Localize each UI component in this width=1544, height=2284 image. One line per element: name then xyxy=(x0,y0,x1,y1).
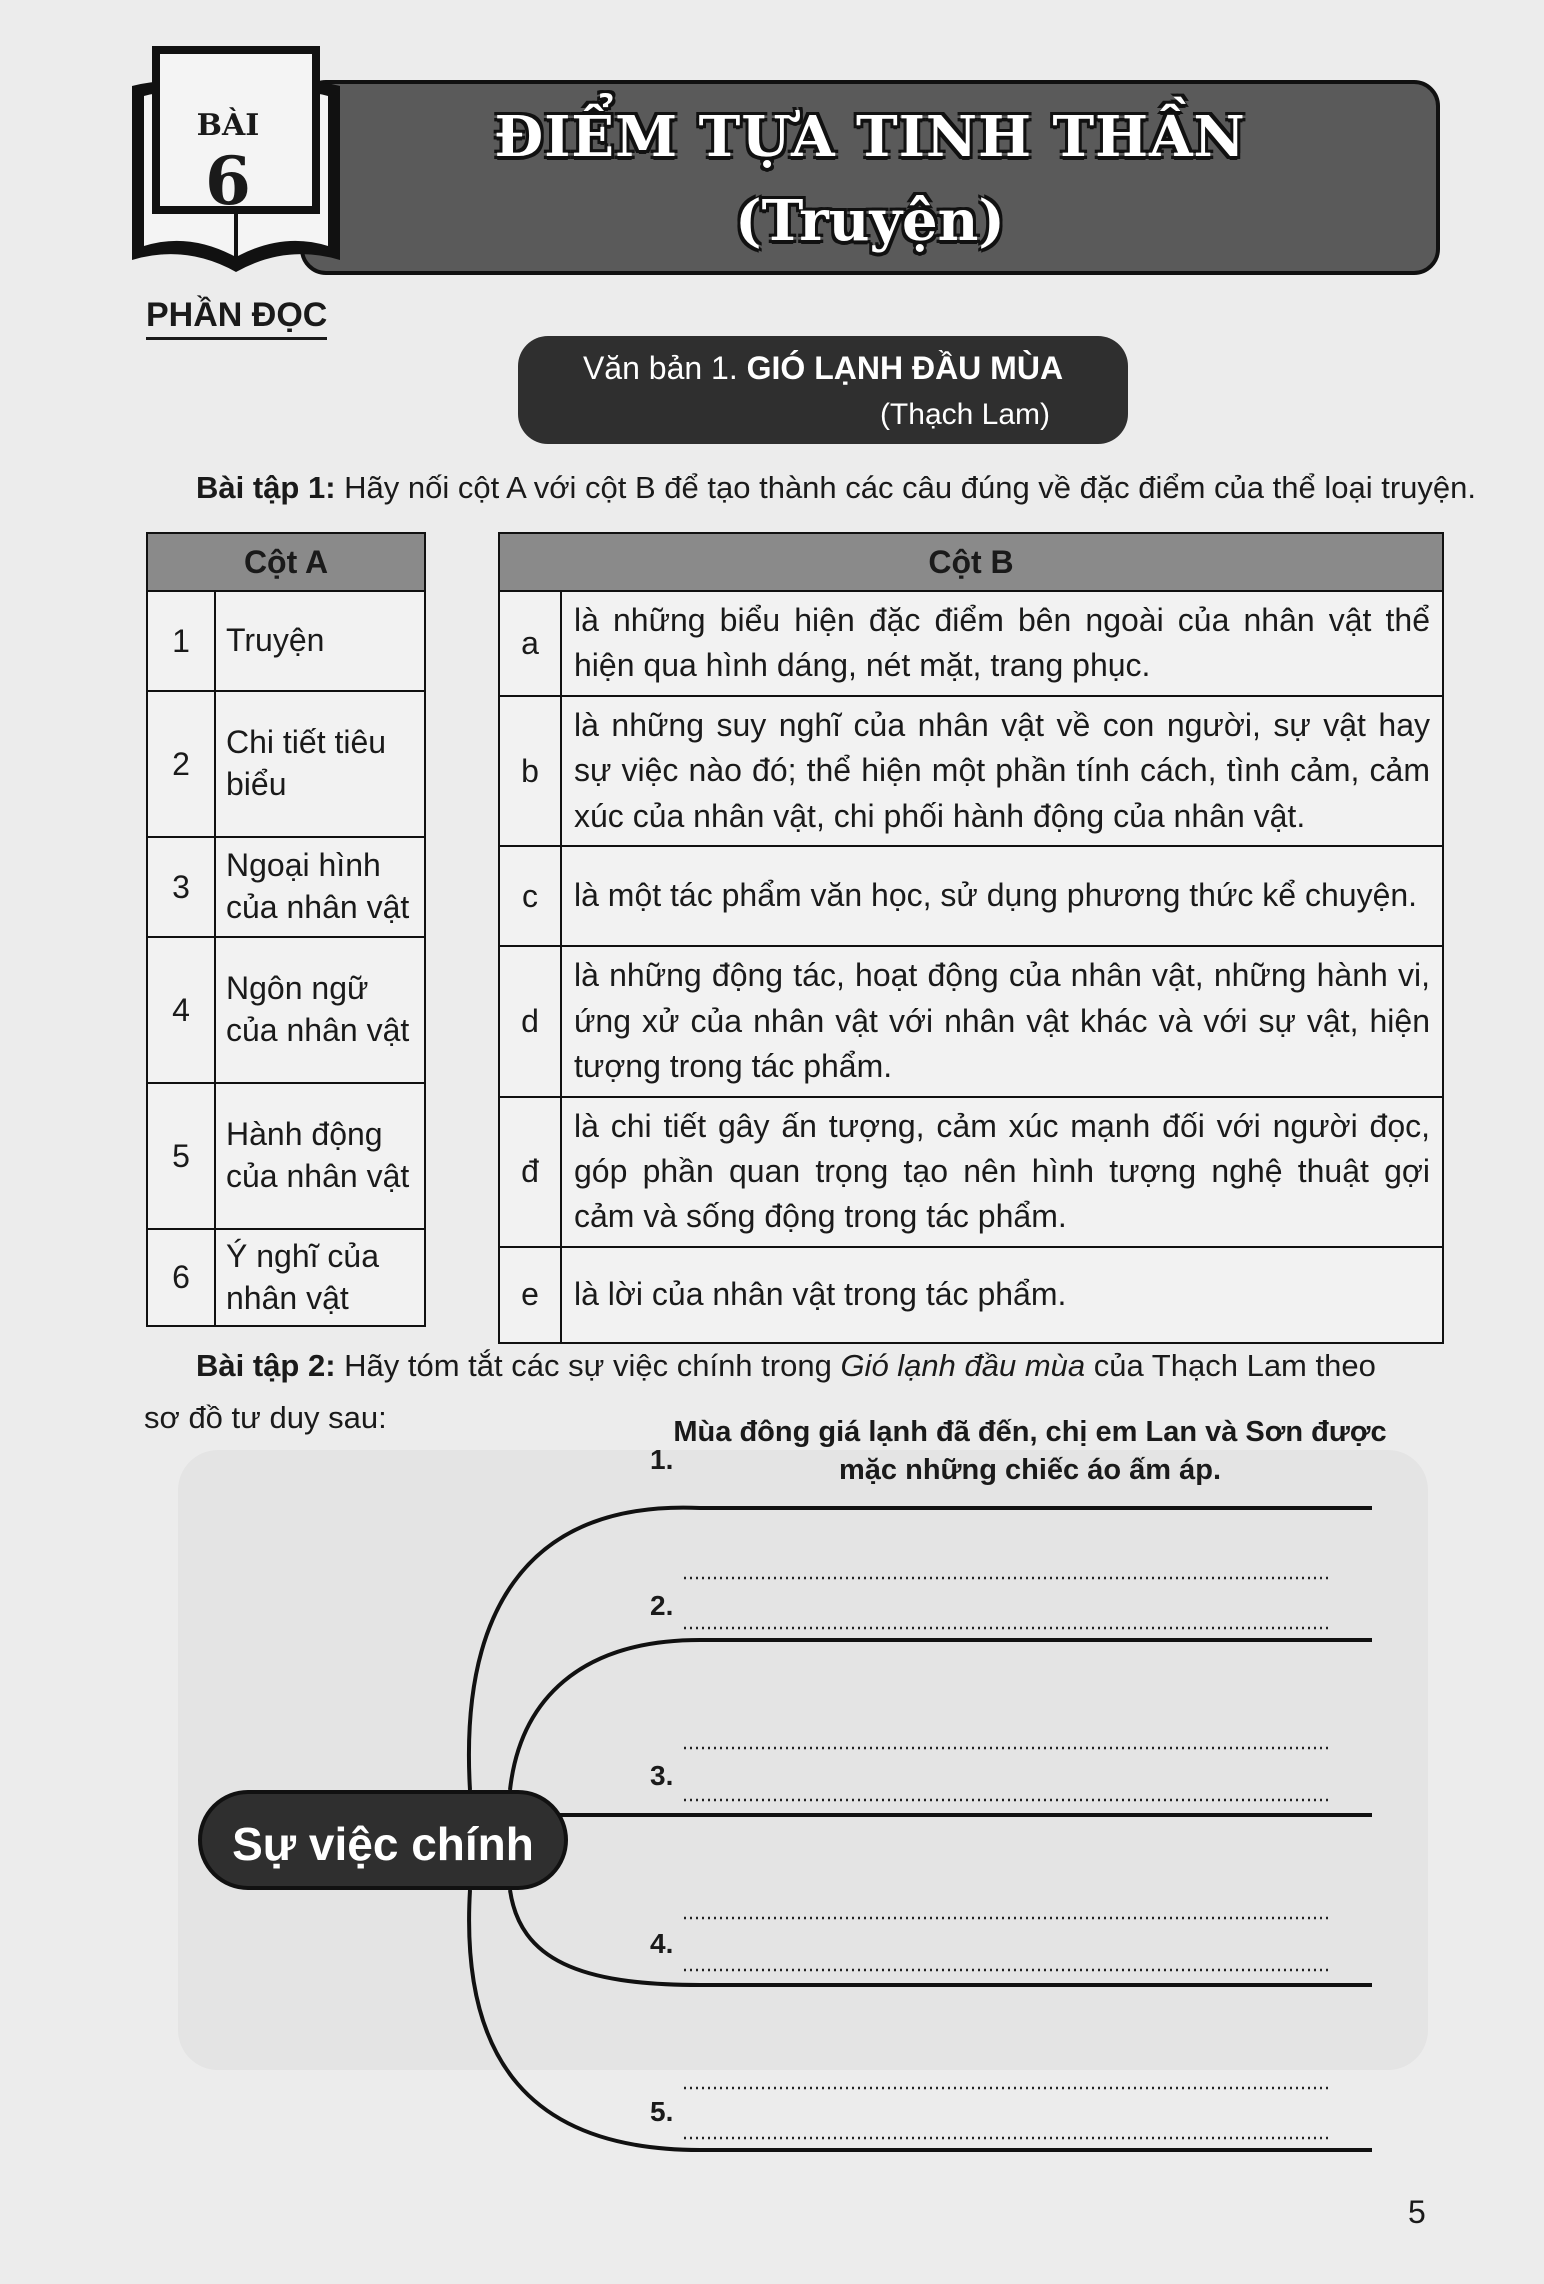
event-1-text: Mùa đông giá lạnh đã đến, chị em Lan và Sơn được mặc những chiếc áo ấm áp. xyxy=(673,1416,1387,1486)
table-row: 6 Ý nghĩ của nhân vật xyxy=(147,1229,425,1326)
table-row: a là những biểu hiện đặc điểm bên ngoài của nhân vật thể hiện qua hình dáng, nét mặt, trang phục. xyxy=(499,591,1443,696)
column-b-header: Cột B xyxy=(499,533,1443,591)
exercise-1-instruction: Bài tập 1: Hãy nối cột A với cột B để tạo thành các câu đúng về đặc điểm của thể loại truyện. xyxy=(196,470,1476,505)
event-5-number: 5. xyxy=(650,2096,674,2127)
table-row: 1 Truyện xyxy=(147,591,425,691)
exercise-2-instruction-line2: sơ đồ tư duy sau: xyxy=(144,1400,387,1435)
table-row: c là một tác phẩm văn học, sử dụng phương thức kể chuyện. xyxy=(499,846,1443,946)
central-node: Sự việc chính xyxy=(198,1790,568,1890)
section-title: PHẦN ĐỌC xyxy=(146,296,327,340)
text-title: Văn bản 1. GIÓ LẠNH ĐẦU MÙA xyxy=(582,350,1064,386)
lesson-label: BÀI xyxy=(196,108,260,143)
chapter-subtitle: (Truyện) xyxy=(735,188,1005,254)
table-row: 4 Ngôn ngữ của nhân vật xyxy=(147,937,425,1083)
table-row: d là những động tác, hoạt động của nhân vật, những hành vi, ứng xử của nhân vật với nhân vật khác và với sự vật, hiện tượng trong tác phẩm. xyxy=(499,946,1443,1096)
table-row: 2 Chi tiết tiêu biểu xyxy=(147,691,425,837)
event-2-number: 2. xyxy=(650,1590,674,1621)
table-row: 5 Hành động của nhân vật xyxy=(147,1083,425,1229)
chapter-title: ĐIỂM TỰA TINH THẦN xyxy=(494,104,1246,170)
table-row: b là những suy nghĩ của nhân vật về con người, sự vật hay sự việc nào đó; thể hiện một phần tính cách, tình cảm, cảm xúc của nhân vật, chi phối hành động của nhân vật. xyxy=(499,696,1443,846)
exercise-2-instruction: Bài tập 2: Hãy tóm tắt các sự việc chính trong Gió lạnh đầu mùa của Thạch Lam theo xyxy=(196,1348,1376,1383)
table-row: 3 Ngoại hình của nhân vật xyxy=(147,837,425,937)
event-4-number: 4. xyxy=(650,1928,674,1959)
table-row: đ là chi tiết gây ấn tượng, cảm xúc mạnh đối với người đọc, góp phần quan trọng tạo nên hình tượng nghệ thuật gợi cảm và sống động trong tác phẩm. xyxy=(499,1097,1443,1247)
table-row: e là lời của nhân vật trong tác phẩm. xyxy=(499,1247,1443,1343)
event-1-number: 1. xyxy=(650,1444,674,1475)
lesson-number: 6 xyxy=(205,142,251,220)
text-author: (Thạch Lam) xyxy=(879,398,1050,431)
column-a-header: Cột A xyxy=(147,533,425,591)
page-number: 5 xyxy=(1408,2194,1426,2230)
event-3-number: 3. xyxy=(650,1760,674,1791)
